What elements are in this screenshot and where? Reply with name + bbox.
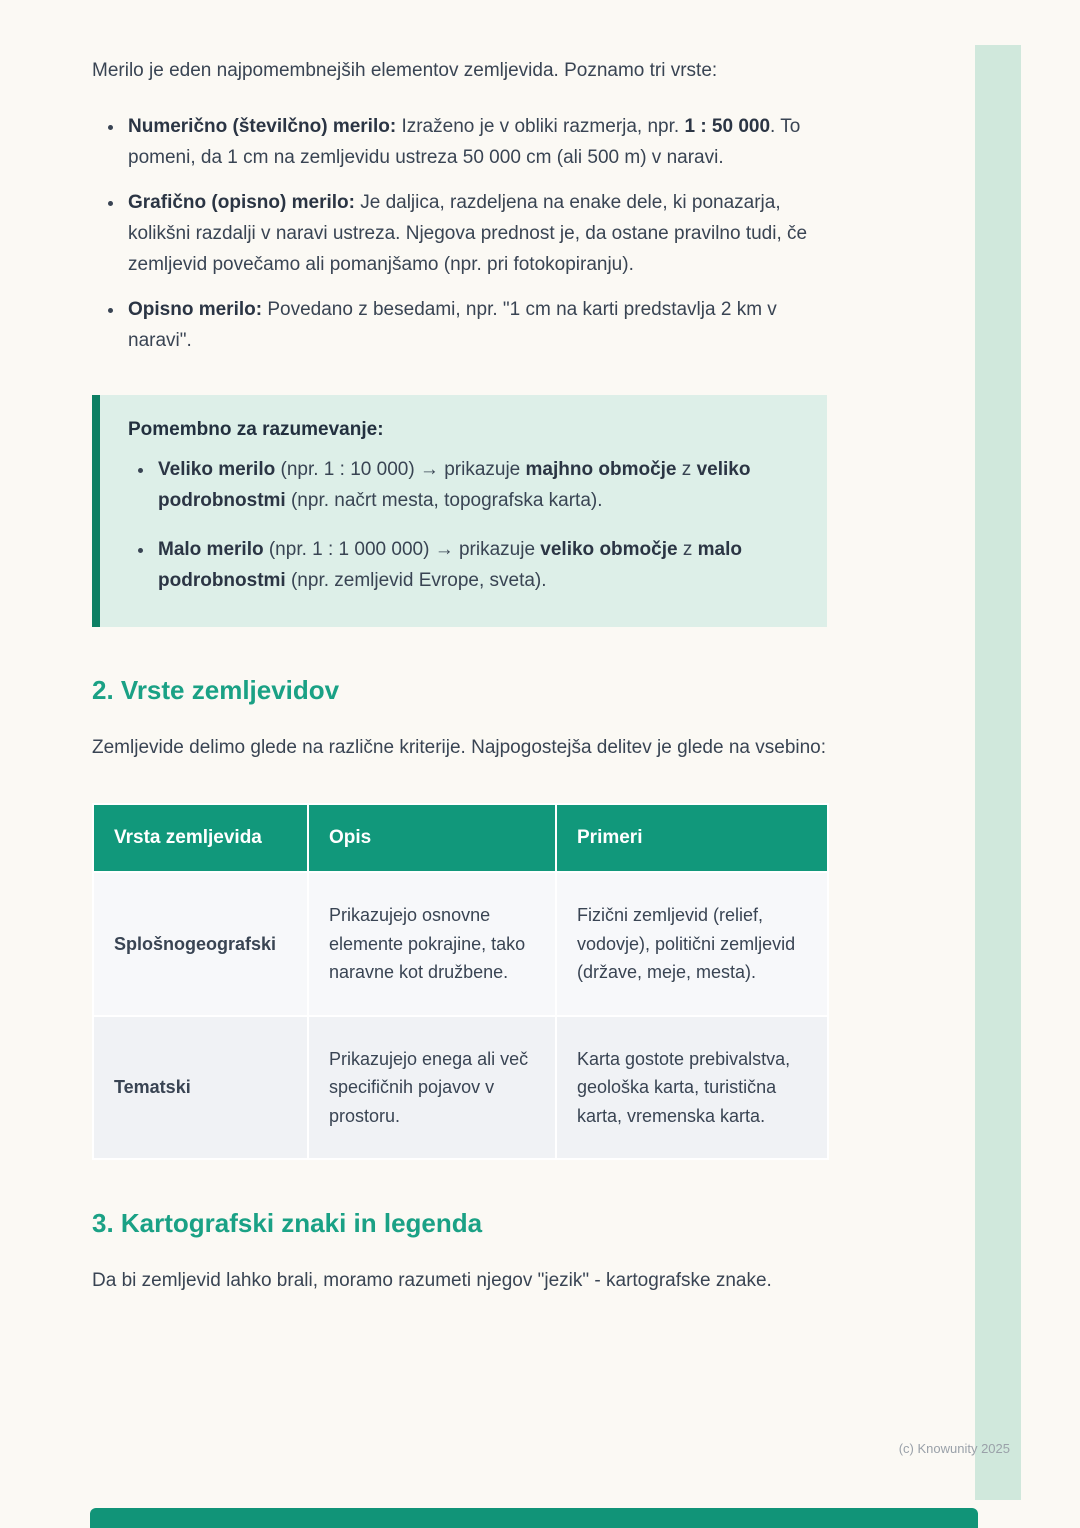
emphasis-bold: majhno območje [525, 459, 677, 481]
table-cell-type: Tematski [93, 1016, 308, 1159]
emphasis-bold: veliko območje [540, 539, 678, 561]
section2-paragraph: Zemljevide delimo glede na različne kriterije. Najpogostejša delitev je glede na vsebino: [92, 737, 827, 759]
page-edge-strip [975, 45, 1021, 1500]
callout-item-text: z [676, 459, 697, 481]
term-bold: Veliko merilo [158, 459, 276, 481]
list-item-opisno-merilo [125, 295, 827, 357]
emphasis-bold: malo podrobnostmi [158, 539, 742, 592]
callout-item-veliko-merilo [155, 455, 801, 517]
callout-item-text: (npr. načrt mesta, topografska karta). [285, 490, 603, 512]
emphasis-bold: veliko podrobnostmi [158, 459, 751, 512]
copyright-notice: (c) Knowunity 2025 [898, 1441, 1010, 1456]
callout-item-text: (npr. 1 : 1 000 000) → prikazuje [263, 539, 541, 561]
list-item-text: Povedano z besedami, npr. "1 cm na karti predstavlja 2 km v naravi". [128, 299, 777, 352]
callout-title: Pomembno za razumevanje: [128, 419, 384, 441]
table-header-opis: Opis [308, 804, 556, 872]
list-item-text: . To pomeni, da 1 cm na zemljevidu ustreza 50 000 cm (ali 500 m) v naravi. [128, 116, 801, 169]
document-content [92, 56, 827, 1296]
table-cell-opis: Prikazujejo enega ali več specifičnih pojavov v prostoru. [308, 1016, 556, 1159]
page-divider-bar [90, 1508, 978, 1528]
section3-paragraph: Da bi zemljevid lahko brali, moramo razumeti njegov "jezik" - kartografske znake. [92, 1270, 772, 1292]
scale-types-list [92, 112, 827, 357]
list-item-text: Izraženo je v obliki razmerja, npr. [396, 116, 685, 138]
callout-item-malo-merilo [155, 535, 801, 597]
table-header-vrsta: Vrsta zemljevida [93, 804, 308, 872]
term-bold: Grafično (opisno) merilo: [128, 192, 355, 214]
list-item-graficno-merilo [125, 188, 827, 281]
callout-list [128, 455, 801, 597]
table-cell-primeri: Fizični zemljevid (relief, vodovje), politični zemljevid (države, meje, mesta). [556, 872, 828, 1015]
callout-box [92, 395, 827, 627]
term-bold: Malo merilo [158, 539, 264, 561]
table-cell-type: Splošnogeografski [93, 872, 308, 1015]
list-item-numericno-merilo [125, 112, 827, 174]
section-heading-kartografski-znaki: 3. Kartografski znaki in legenda [92, 1208, 483, 1239]
table-cell-primeri: Karta gostote prebivalstva, geološka karta, turistična karta, vremenska karta. [556, 1016, 828, 1159]
table-header-row [93, 804, 828, 872]
map-types-table [92, 803, 829, 1160]
term-bold: Opisno merilo: [128, 299, 263, 321]
table-header-primeri: Primeri [556, 804, 828, 872]
callout-item-text: (npr. zemljevid Evrope, sveta). [285, 570, 547, 592]
ratio-bold: 1 : 50 000 [684, 116, 771, 138]
list-item-text: Je daljica, razdeljena na enake dele, ki ponazarja, kolikšni razdalji v naravi ustreza. Njegova prednost je, da ostane pravilno tudi, če zemljevid povečamo ali pomanjšamo (npr. pri fotokopiranju). [128, 192, 808, 276]
intro-paragraph: Merilo je eden najpomembnejših elementov zemljevida. Poznamo tri vrste: [92, 60, 718, 81]
table-row-tematski [93, 1016, 828, 1159]
term-bold: Numerično (številčno) merilo: [128, 116, 397, 138]
table-row-splosnogeografski [93, 872, 828, 1015]
section-heading-vrste-zemljevidov: 2. Vrste zemljevidov [92, 675, 340, 706]
callout-item-text: z [677, 539, 698, 561]
callout-item-text: (npr. 1 : 10 000) → prikazuje [275, 459, 526, 481]
table-cell-opis: Prikazujejo osnovne elemente pokrajine, tako naravne kot družbene. [308, 872, 556, 1015]
